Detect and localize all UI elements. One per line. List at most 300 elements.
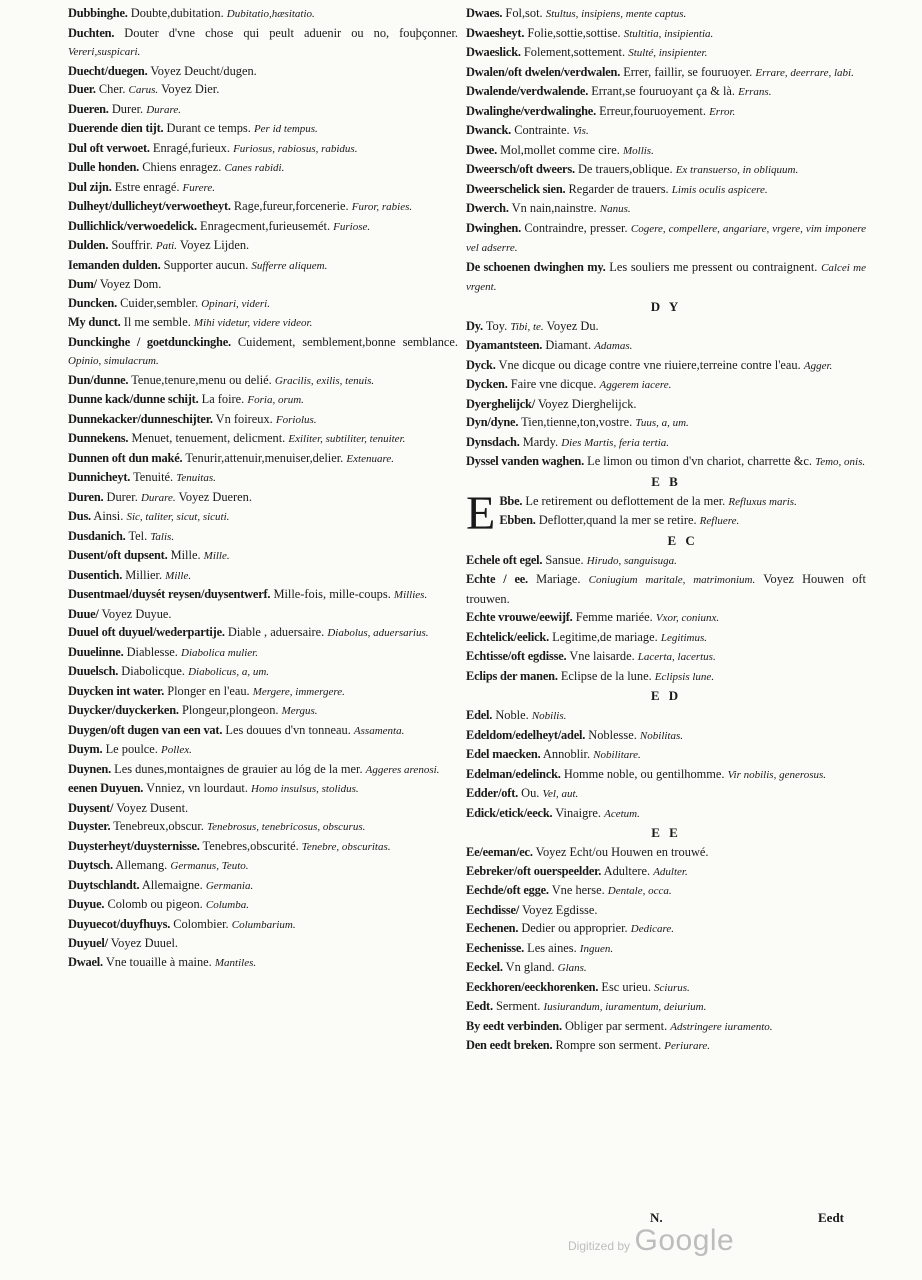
dictionary-entry [466,939,866,959]
entry-definition: Chiens enragez. [142,160,222,174]
entry-latin: Mille. [203,550,230,562]
dictionary-entry [466,511,866,531]
entry-latin: Diabolica mulier. [181,646,258,659]
section-heading: E D [650,688,682,703]
dictionary-entry [68,275,458,294]
entry-definition: Millier. [125,567,163,582]
watermark-prefix: Digitized by [568,1239,631,1253]
dictionary-entry [466,881,866,901]
entry-latin: Aggerem iacere. [599,379,672,391]
entry-definition: Deflotter,quand la mer se retire. [538,513,697,527]
dictionary-entry [68,856,458,876]
dictionary-entry [68,488,458,508]
entry-definition: Faire vne dicque. [510,377,597,391]
dictionary-entry [68,876,458,896]
entry-latin: Agger. [803,359,833,372]
entry-latin: Refluere. [699,515,740,527]
entry-definition: Cuider,sembler. [120,295,199,310]
entry-headword: Dyck. [466,357,496,372]
entry-definition: Fol,sot. [505,6,543,20]
entry-latin: Limis oculis aspicere. [671,183,768,196]
dictionary-entry [466,958,866,978]
entry-definition: Plongeur,plongeon. [181,703,279,717]
entry-headword: Duuelsch. [68,664,119,678]
entry-definition: Folement,sottement. [523,45,626,59]
entry-headword: Dwaes. [466,6,503,20]
dictionary-entry [68,429,458,449]
entry-latin: Dentale, occa. [607,885,672,897]
entry-latin: Furor, rabies. [351,201,413,213]
dictionary-entry [68,217,458,237]
entry-definition: Vn gland. [505,960,555,974]
entry-definition: Eclipse de la lune. [560,668,652,683]
entry-cross-reference: Voyez Du. [546,318,599,333]
entry-definition: Tenebres,obscurité. [202,838,299,853]
dictionary-entry [466,843,866,862]
entry-headword: Dulden. [68,238,109,252]
entry-headword: Dyamantsteen. [466,338,543,352]
entry-headword: Duycker/duyckerken. [68,703,179,717]
dictionary-entry [466,1017,866,1037]
entry-definition: Les dunes,montaignes de grauier au lóg de la mer. [114,761,363,776]
entry-headword: Duuelinne. [68,644,124,659]
entry-definition: Voyez Deucht/dugen. [150,63,257,78]
entry-latin: Vxor, coniunx. [655,612,720,624]
entry-headword: Duue/ [68,606,99,621]
entry-headword: Dyn/dyne. [466,415,519,429]
entry-headword: Dubbinghe. [68,6,128,20]
entry-latin: Tibi, te. [510,320,544,333]
entry-headword: Eebreker/oft ouerspeelder. [466,863,602,878]
dictionary-entry [466,24,866,44]
dictionary-entry [68,256,458,276]
entry-latin: Nobilis. [531,710,567,722]
entry-latin: Mihi videtur, videre videor. [193,317,313,329]
dictionary-entry [68,895,458,915]
entry-latin: Opinio, simulacrum. [68,355,159,367]
entry-definition: Contrainte. [514,123,570,137]
dictionary-entry [68,915,458,935]
signature-mark: N. [650,1210,663,1225]
entry-headword: Duer. [68,82,96,96]
entry-headword: Dunnekacker/dunneschijter. [68,411,213,426]
entry-headword: Echtisse/oft egdisse. [466,649,567,663]
entry-definition: Colombier. [173,916,229,931]
dictionary-entry [466,180,866,200]
entry-headword: Duecht/duegen. [68,63,148,78]
entry-latin: Nobilitas. [639,729,684,742]
dictionary-entry [68,643,458,663]
section-heading: E B [651,473,681,489]
entry-definition: Colomb ou pigeon. [107,897,203,911]
entry-definition: Mille. [170,548,201,562]
entry-headword: Dum/ [68,277,97,291]
dictionary-entry [68,294,458,314]
entry-latin: Mille. [165,569,192,582]
dictionary-entry [466,43,866,63]
entry-headword: Duysent/ [68,800,114,815]
entry-headword: Den eedt breken. [466,1038,553,1052]
entry-definition: Noble. [495,708,529,722]
entry-headword: Duyster. [68,819,111,833]
entry-headword: Ebben. [499,513,536,527]
entry-latin: Vir nobilis, generosus. [727,768,827,781]
entry-definition: Mardy. [522,434,559,449]
entry-headword: Echele oft egel. [466,552,543,567]
dictionary-entry [68,585,458,605]
dictionary-entry [466,219,866,258]
entry-definition: Rage,fureur,forcenerie. [233,199,349,213]
entry-headword: Duycken int water. [68,683,165,698]
entry-definition: Les aines. [527,940,577,955]
dictionary-entry [466,141,866,161]
dictionary-entry [466,82,866,102]
dictionary-entry [68,62,458,81]
dictionary-entry [68,468,458,488]
dictionary-entry [68,236,458,256]
entry-latin: Gracilis, exilis, tenuis. [274,374,375,387]
entry-latin: Vis. [572,125,589,137]
dictionary-entry [68,546,458,566]
dictionary-entry [466,63,866,83]
entry-latin: Sic, taliter, sicut, sicuti. [126,511,230,523]
entry-headword: Duncken. [68,295,118,310]
entry-latin: Columba. [205,899,249,911]
section-heading: D Y [650,298,682,314]
dictionary-entry [466,160,866,180]
dictionary-entry [68,139,458,159]
entry-definition: Voyez Echt/ou Houwen en trouwé. [535,845,709,859]
entry-headword: Duygen/oft dugen van een vat. [68,722,223,737]
section-heading: E E [651,825,681,840]
entry-headword: Eechenen. [466,921,519,935]
entry-latin: Per id tempus. [253,123,318,135]
entry-definition: Estre enragé. [114,179,180,194]
dictionary-entry [68,701,458,721]
entry-latin: Durare. [146,103,181,116]
entry-headword: Edeldom/edelheyt/adel. [466,727,586,742]
entry-definition: Serment. [496,999,541,1013]
dictionary-entry [466,608,866,628]
entry-headword: Edel maecken. [466,747,541,761]
dictionary-entry [466,395,866,414]
dictionary-entry [466,784,866,804]
entry-headword: Dunckinghe / goetdunckinghe. [68,334,231,349]
entry-latin: Cogere, compellere, angariare, vrgere, vim imponere vel adserre. [466,222,866,254]
entry-definition: Le limon ou timon d'vn chariot, charrette &c. [587,454,812,468]
entry-headword: Dynsdach. [466,434,520,449]
entry-headword: Dul oft verwoet. [68,140,150,155]
entry-latin: Coniugium maritale, matrimonium. [588,574,756,586]
entry-headword: Dyssel vanden waghen. [466,454,585,468]
dictionary-entry [466,862,866,882]
dictionary-entry [466,997,866,1017]
google-logo: Google [634,1224,735,1257]
dictionary-entry [466,919,866,939]
dictionary-entry [466,1036,866,1056]
entry-definition: Homme noble, ou gentilhomme. [563,766,725,781]
entry-headword: Dwalen/oft dwelen/verdwalen. [466,64,621,79]
entry-definition: Durer. [111,101,144,116]
entry-latin: Legitimus. [660,631,707,644]
dictionary-entry [68,371,458,391]
dictionary-entry [466,978,866,998]
entry-cross-reference: Voyez Dueren. [178,489,252,504]
entry-headword: Eeckhoren/eeckhorenken. [466,979,599,994]
entry-headword: Dwalinghe/verdwalinghe. [466,103,596,118]
dictionary-entry [466,706,866,726]
dictionary-entry [466,336,866,356]
entry-definition: Tenue,tenure,menu ou delié. [131,372,272,387]
entry-headword: Dusentich. [68,567,123,582]
entry-definition: Mille-fois, mille-coups. [273,587,391,601]
dictionary-entry [68,721,458,741]
entry-definition: Voyez Dierghelijck. [537,396,637,411]
dictionary-entry [68,682,458,702]
entry-headword: Dul zijn. [68,179,112,194]
entry-latin: Mergus. [281,705,318,717]
entry-headword: Dunnicheyt. [68,470,131,484]
entry-latin: Errans. [738,86,772,98]
entry-latin: Glans. [557,962,587,974]
entry-definition: Douter d'vne chose qui peult aduenir ou no, [124,25,390,40]
entry-latin: Tenebrosus, tenebricosus, obscurus. [206,821,366,833]
entry-headword: Dwaeslick. [466,45,521,59]
entry-latin: Pollex. [160,744,192,756]
entry-definition: Durant ce temps. [166,121,251,135]
entry-definition: Enragecment,furieusemét. [200,218,331,233]
entry-definition: Durer. [106,489,138,504]
entry-headword: Duyuecot/duyfhuys. [68,916,171,931]
dictionary-entry [68,566,458,586]
entry-headword: Bbe. [499,493,523,508]
entry-latin: Acetum. [604,807,640,820]
entry-latin: Tenebre, obscuritas. [301,840,391,853]
entry-headword: Eeckel. [466,960,503,974]
entry-latin: Durare. [140,491,176,504]
entry-latin: Aggeres arenosi. [365,763,440,776]
entry-headword: Dunnekens. [68,431,129,445]
dictionary-entry [68,80,458,100]
entry-latin: Stulté, insipienter. [628,47,708,59]
entry-latin: Vel, aut. [542,788,579,800]
entry-definition: Enragé,furieux. [152,140,230,155]
entry-headword: Duchten. [68,25,115,40]
entry-definition: Noblesse. [588,727,637,742]
entry-definition: Voyez Dom. [99,277,162,291]
entry-latin: Dubitatio,hæsitatio. [226,8,315,20]
dictionary-entry [68,313,458,333]
entry-headword: Ee/eeman/ec. [466,845,533,859]
dictionary-entry [68,197,458,217]
dictionary-entry [68,527,458,547]
dictionary-entry [68,4,458,24]
entry-headword: Duyue. [68,897,105,911]
entry-headword: Dusent/oft dupsent. [68,548,168,562]
entry-definition: Vne herse. [551,883,605,897]
entry-definition: Diabolicque. [121,664,185,678]
entry-headword: Dusdanich. [68,528,126,543]
entry-latin: Carus. [128,84,159,96]
entry-definition: Doubte,dubitation. [130,6,224,20]
entry-definition-continued: fouþçonner. [399,25,458,40]
entry-latin: Lacerta, lacertus. [637,651,716,663]
entry-headword: Dyerghelijck/ [466,396,535,411]
right-column [466,4,866,1056]
entry-definition: Voyez Duuel. [110,936,179,950]
dictionary-entry [68,740,458,760]
entry-latin: Refluxus maris. [728,495,797,508]
entry-headword: Edel. [466,708,493,722]
entry-headword: eenen Duyuen. [68,781,144,795]
dictionary-entry [68,934,458,953]
entry-definition: Toy. [485,318,508,333]
entry-definition: Errant,se fouruoyant ça & là. [591,84,736,98]
dictionary-entry [466,745,866,765]
entry-definition: Adultere. [603,863,651,878]
entry-latin: Vereri,suspicari. [68,46,141,58]
entry-definition: Allemang. [115,858,168,872]
entry-latin: Stultitia, insipientia. [623,27,714,40]
entry-headword: Dwee. [466,142,497,157]
entry-definition: Menuet, tenuement, delicment. [131,431,286,445]
dictionary-entry [68,837,458,857]
entry-definition: Vnniez, vn lourdaut. [146,781,248,795]
dictionary-entry [68,953,458,973]
dictionary-entry [68,779,458,799]
dictionary-entry [466,413,866,433]
dictionary-entry [466,102,866,122]
dictionary-entry [466,551,866,571]
entry-latin: Germanus, Teuto. [170,860,249,872]
entry-latin: Temo, onis. [815,456,866,468]
dictionary-entry [466,570,866,608]
entry-latin: Periurare. [664,1040,711,1052]
dictionary-entry [68,760,458,780]
entry-definition: Legitime,de mariage. [552,629,658,644]
entry-cross-reference: Voyez Dier. [161,82,220,96]
entry-headword: Dueren. [68,101,109,116]
entry-headword: Echte vrouwe/eewijf. [466,610,573,624]
entry-latin: Adstringere iuramento. [670,1020,773,1033]
dictionary-entry [466,121,866,141]
entry-definition: Sansue. [545,552,584,567]
entry-latin: Dedicare. [630,923,675,935]
entry-definition: Tien,tienne,ton,vostre. [521,415,633,429]
entry-headword: Duren. [68,489,104,504]
entry-headword: Echtelick/eelick. [466,629,549,644]
dictionary-entry [68,817,458,837]
dictionary-entry [466,375,866,395]
entry-latin: Extenuare. [346,452,394,465]
entry-latin: Homo insulsus, stolidus. [251,783,359,795]
entry-headword: Dwael. [68,954,103,969]
entry-headword: De schoenen dwinghen my. [466,259,606,274]
entry-headword: Eedt. [466,999,493,1013]
dictionary-entry [466,628,866,648]
entry-headword: Duyuel/ [68,936,108,950]
entry-definition: Vne laisarde. [569,649,635,663]
dictionary-entry [68,333,458,371]
entry-latin: Diabolicus, a, um. [188,666,270,678]
entry-definition: Regarder de trauers. [568,181,669,196]
entry-latin: Sufferre aliquem. [251,259,328,272]
entry-definition: Voyez Egdisse. [521,902,598,917]
dictionary-entry [68,507,458,527]
entry-cross-reference: Voyez Houwen oft trouwen. [466,572,866,606]
dictionary-entry [466,452,866,472]
entry-latin: Assamenta. [353,724,405,737]
entry-headword: Dus. [68,509,91,523]
entry-definition: Annoblir. [542,747,591,761]
entry-definition: Cher. [98,82,126,96]
dictionary-entry [68,449,458,469]
google-watermark [568,1224,734,1258]
entry-headword: Duytsch. [68,858,113,872]
entry-definition: Femme mariée. [575,610,653,624]
entry-headword: Duym. [68,742,103,756]
entry-cross-reference: Voyez Lijden. [179,238,250,252]
entry-definition: Rompre son serment. [555,1038,662,1052]
dictionary-entry [68,178,458,198]
dictionary-entry [466,317,866,337]
entry-headword: Dulle honden. [68,160,140,174]
entry-headword: Eechdisse/ [466,902,520,917]
entry-definition: Supporter aucun. [163,257,249,272]
entry-definition: Le poulce. [105,742,158,756]
entry-latin: Pati. [155,240,177,252]
entry-definition: Voyez Duyue. [101,606,172,621]
entry-headword: Dusentmael/duysét reysen/duysentwerf. [68,587,271,601]
entry-latin: Adamas. [594,340,633,352]
entry-definition: Diable , aduersaire. [227,625,325,639]
entry-headword: Dwerch. [466,201,509,215]
entry-headword: Dy. [466,318,483,333]
entry-definition: Diamant. [545,338,592,352]
entry-definition: Vne dicque ou dicage contre vne riuiere,terreine contre l'eau. [498,357,801,372]
dictionary-entry [466,804,866,824]
entry-headword: Dun/dunne. [68,372,129,387]
entry-definition: Il me semble. [123,315,191,329]
entry-latin: Iusiurandum, iuramentum, deiurium. [543,1001,707,1013]
entry-definition: Erreur,fouruoyement. [599,103,706,118]
entry-definition: Contraindre, presser. [524,220,628,235]
entry-headword: Duynen. [68,761,112,776]
entry-definition: Tenurir,attenuir,menuiser,delier. [185,450,344,465]
dictionary-entry [466,433,866,453]
dictionary-entry [68,158,458,178]
entry-headword: Dweersch/oft dweers. [466,162,575,176]
entry-latin: Mantiles. [214,956,257,969]
entry-definition: Tenebreux,obscur. [113,819,204,833]
entry-latin: Furiose. [333,220,371,233]
entry-headword: Dulheyt/dullicheyt/verwoetheyt. [68,199,231,213]
dictionary-entry [466,4,866,24]
dictionary-entry [466,667,866,687]
dictionary-entry [68,100,458,120]
entry-headword: Duerende dien tijt. [68,121,164,135]
entry-headword: Edick/etick/eeck. [466,805,553,820]
entry-definition: Errer, faillir, se fouruoyer. [623,64,753,79]
entry-headword: Dwinghen. [466,220,522,235]
entry-headword: Eechenisse. [466,940,525,955]
dictionary-entry [466,199,866,219]
entry-latin: Canes rabidi. [224,162,285,174]
entry-definition: Tenuité. [133,470,174,484]
entry-latin: Mergere, immergere. [252,685,345,698]
entry-latin: Calcei me vrgent. [466,261,866,293]
entry-definition: Vinaigre. [555,805,601,820]
